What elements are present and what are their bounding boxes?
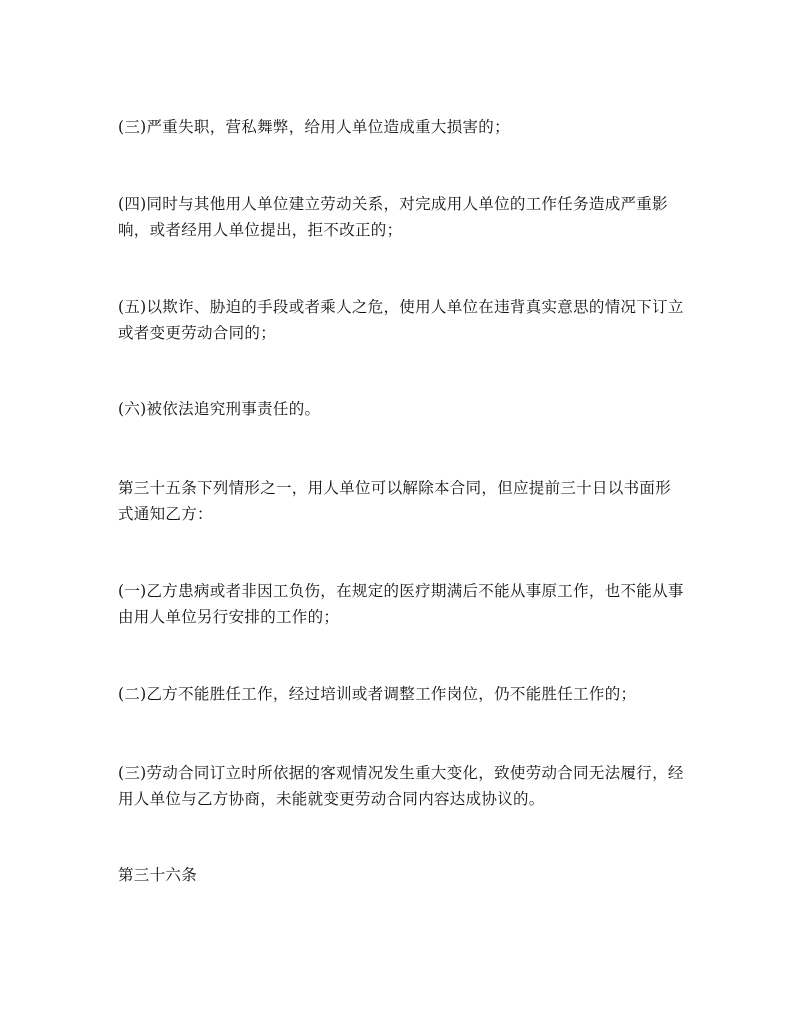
article-35-item-1-illness: (一)乙方患病或者非因工负伤，在规定的医疗期满后不能从事原工作，也不能从事由用人单位另行安排的工作的； <box>118 582 684 626</box>
clause-item-6-criminal-liability: (六)被依法追究刑事责任的。 <box>118 400 321 418</box>
clause-item-3-serious-dereliction: (三)严重失职，营私舞弊，给用人单位造成重大损害的； <box>118 118 510 136</box>
clause-item-4-dual-employment: (四)同时与其他用人单位建立劳动关系，对完成用人单位的工作任务造成严重影响，或者经用人单位提出，拒不改正的； <box>118 195 668 239</box>
clause-item-5-fraud-coercion: (五)以欺诈、胁迫的手段或者乘人之危，使用人单位在违背真实意思的情况下订立或者变更劳动合同的； <box>118 298 684 342</box>
article-35-item-2-incompetence: (二)乙方不能胜任工作，经过培训或者调整工作岗位，仍不能胜任工作的； <box>118 685 637 703</box>
article-36-heading: 第三十六条 <box>118 866 198 884</box>
article-35-item-3-circumstance-change: (三)劳动合同订立时所依据的客观情况发生重大变化，致使劳动合同无法履行，经用人单位与乙方协商，未能就变更劳动合同内容达成协议的。 <box>118 764 684 808</box>
article-35-heading: 第三十五条下列情形之一，用人单位可以解除本合同，但应提前三十日以书面形式通知乙方： <box>118 479 672 523</box>
